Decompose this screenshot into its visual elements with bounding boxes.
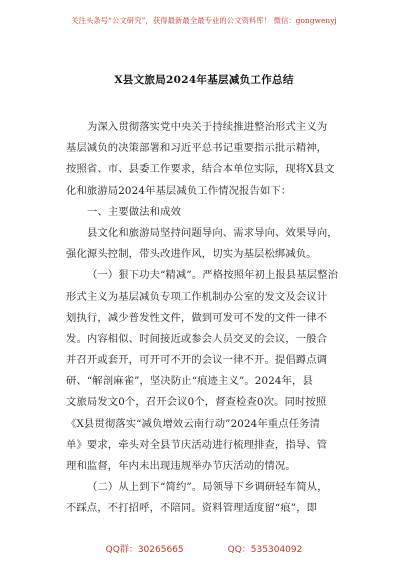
body-line: 并召开或套开，可开可不开的会议一律不开。提倡蹲点调 bbox=[66, 354, 328, 367]
body-line: 研、“解剖麻雀”，坚决防止“痕迹主义”。2024年，县 bbox=[66, 375, 313, 388]
document-title: X县文旅局2024年基层减负工作总结 bbox=[114, 74, 294, 86]
body-line: 划执行，减少普发性文件，做到可发可不发的文件一律不 bbox=[66, 311, 328, 324]
footer-qq: QQ：535304092 bbox=[227, 545, 303, 555]
header-banner: 关注头条号“公文研究”，获得最新最全最专业的公文资料库！ 微信：gongwenyj bbox=[71, 16, 337, 25]
body-line: 基层减负的决策部署和习近平总书记重要指示批示精神， bbox=[66, 142, 328, 155]
body-line: 强化源头控制，带头改进作风，切实为基层松绑减负。 bbox=[66, 248, 317, 261]
section-heading: 一、主要做法和成效 bbox=[87, 205, 182, 218]
footer-qq-group: QQ群：30265665 bbox=[105, 545, 184, 555]
body-line: （一）狠下功夫“精减”。严格按照年初上报县基层整治 bbox=[87, 269, 339, 282]
footer-contact bbox=[0, 542, 408, 555]
body-line: 发。内容相似、时间接近或参会人员交叉的会议，一般合 bbox=[66, 332, 328, 345]
body-line: 化和旅游局2024年基层减负工作情况报告如下： bbox=[66, 184, 292, 197]
body-line: 县文化和旅游局坚持问题导向、需求导向、效果导向， bbox=[87, 226, 338, 239]
body-line: 为深入贯彻落实党中央关于持续推进整治形式主义为 bbox=[87, 121, 328, 133]
body-line: （二）从上到下“简约”。局领导下乡调研轻车简从， bbox=[87, 481, 328, 494]
document-body bbox=[66, 117, 352, 520]
body-line: 按照省、市、县委工作要求，结合本单位实际，现将X县文 bbox=[66, 163, 335, 176]
body-line: 文旅局发文0个，召开会议0个，督查检查0次。同时按照 bbox=[66, 396, 327, 409]
body-line: 不踩点，不打招呼，不陪同。资料管理适度留“痕”，即 bbox=[66, 502, 318, 515]
body-line: 形式主义为基层减负专项工作机制办公室的发文及会议计 bbox=[66, 290, 328, 303]
body-line: 单》要求，牵头对全县节庆活动进行梳理排查，指导、管 bbox=[66, 438, 328, 451]
body-line: 《X县贯彻落实“减负增效云南行动”2024年重点任务清 bbox=[66, 417, 321, 430]
body-line: 理和监督，年内未出现违规举办节庆活动的情况。 bbox=[66, 460, 296, 472]
